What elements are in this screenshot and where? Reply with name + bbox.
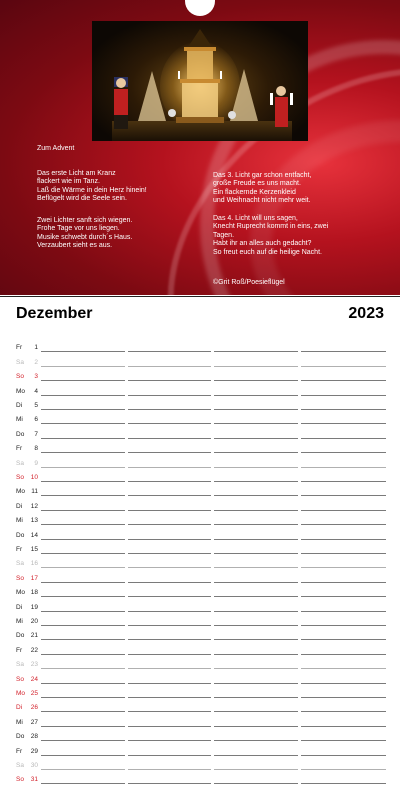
day-number: 15 — [30, 545, 38, 553]
day-number: 16 — [30, 560, 38, 568]
weekday-label: Sa — [16, 358, 24, 366]
day-number: 18 — [30, 589, 38, 597]
weekday-label: Mi — [16, 517, 23, 525]
weekday-label: Do — [16, 632, 25, 640]
day-number: 8 — [34, 445, 38, 453]
weekday-label: So — [16, 675, 24, 683]
day-number: 11 — [31, 488, 38, 496]
day-row — [0, 410, 400, 424]
weekday-label: Fr — [16, 747, 23, 755]
poem-verse-3: Das 3. Licht gar schon entfacht, große Freude es uns macht. Ein flackernde Kerzenkleid und Weihnacht nicht mehr weit. — [213, 172, 312, 205]
weekday-label: Mi — [16, 617, 23, 625]
day-row — [0, 626, 400, 640]
day-row — [0, 352, 400, 366]
entry-line-column-1 — [41, 783, 125, 784]
day-row — [0, 568, 400, 582]
day-number: 30 — [30, 761, 38, 769]
weekday-label: Fr — [16, 646, 23, 654]
weekday-label: Di — [16, 401, 23, 409]
day-number: 3 — [34, 373, 38, 381]
day-number: 21 — [30, 632, 38, 640]
day-number: 5 — [34, 401, 38, 409]
day-number: 17 — [30, 574, 38, 582]
weekday-label: Do — [16, 531, 25, 539]
weekday-label: Fr — [16, 344, 23, 352]
day-row — [0, 583, 400, 597]
weekday-label: Do — [16, 733, 25, 741]
poem-title: Zum Advent — [37, 145, 75, 152]
day-row — [0, 698, 400, 712]
poem-verse-4: Das 4. Licht will uns sagen, Knecht Ruprecht kommt in eins, zwei Tagen. Habt ihr an alles auch gedacht? So freut euch auf die heilige Nacht. — [213, 215, 329, 256]
day-row — [0, 367, 400, 381]
day-number: 27 — [30, 718, 38, 726]
month-title: Dezember — [16, 305, 93, 322]
day-row — [0, 597, 400, 611]
day-row — [0, 468, 400, 482]
day-number: 12 — [30, 502, 38, 510]
day-number: 31 — [30, 776, 38, 784]
day-row — [0, 439, 400, 453]
day-row — [0, 453, 400, 467]
day-number: 26 — [30, 704, 38, 712]
day-number: 24 — [30, 675, 38, 683]
weekday-label: Fr — [16, 545, 23, 553]
day-number: 10 — [30, 473, 38, 481]
entry-line-column-2 — [128, 783, 211, 784]
weekday-label: So — [16, 373, 24, 381]
day-row — [0, 525, 400, 539]
day-number: 23 — [30, 661, 38, 669]
day-row — [0, 655, 400, 669]
weekday-label: Mo — [16, 589, 26, 597]
day-number: 22 — [30, 646, 38, 654]
day-row — [0, 684, 400, 698]
day-number: 25 — [30, 689, 38, 697]
day-number: 14 — [30, 531, 38, 539]
day-number: 19 — [30, 603, 38, 611]
weekday-label: Sa — [16, 459, 24, 467]
day-row — [0, 712, 400, 726]
copyright-credit: ©Grit Roß/Poesieflügel — [213, 279, 285, 286]
day-row — [0, 496, 400, 510]
weekday-label: Sa — [16, 761, 24, 769]
day-number: 2 — [34, 358, 38, 366]
day-row — [0, 554, 400, 568]
photo-figures — [92, 21, 308, 141]
year-title: 2023 — [348, 305, 384, 322]
weekday-label: Fr — [16, 445, 23, 453]
weekday-label: Di — [16, 603, 23, 611]
day-number: 13 — [30, 517, 38, 525]
day-row — [0, 727, 400, 741]
weekday-label: Di — [16, 502, 23, 510]
day-row — [0, 756, 400, 770]
day-number: 6 — [34, 416, 38, 424]
day-row — [0, 612, 400, 626]
day-number: 7 — [34, 430, 38, 438]
day-row — [0, 338, 400, 352]
entry-line-column-4 — [301, 783, 386, 784]
day-row — [0, 511, 400, 525]
weekday-label: Mo — [16, 387, 26, 395]
weekday-label: So — [16, 776, 24, 784]
day-row — [0, 540, 400, 554]
day-number: 9 — [34, 459, 38, 467]
poem-verse-2: Zwei Lichter sanft sich wiegen. Frohe Tage vor uns liegen. Musike schwebt durch´s Haus. Verzaubert sieht es aus. — [37, 217, 133, 250]
day-number: 28 — [30, 733, 38, 741]
day-number: 1 — [34, 344, 38, 352]
weekday-label: Mi — [16, 718, 23, 726]
weekday-label: So — [16, 574, 24, 582]
day-row — [0, 640, 400, 654]
day-number: 20 — [30, 617, 38, 625]
day-number: 29 — [30, 747, 38, 755]
day-row — [0, 741, 400, 755]
christmas-pyramid-photo — [92, 21, 308, 141]
divider-line — [0, 296, 400, 297]
weekday-label: Do — [16, 430, 25, 438]
day-row — [0, 669, 400, 683]
day-row — [0, 381, 400, 395]
header-background — [0, 0, 400, 295]
weekday-label: So — [16, 473, 24, 481]
weekday-label: Mo — [16, 689, 26, 697]
weekday-label: Di — [16, 704, 23, 712]
day-row — [0, 424, 400, 438]
weekday-label: Sa — [16, 560, 24, 568]
poem-verse-1: Das erste Licht am Kranz flackert wie im Tanz. Laß die Wärme in dein Herz hinein! Beflügelt wird die Seele sein. — [37, 170, 147, 203]
day-row — [0, 396, 400, 410]
weekday-label: Sa — [16, 661, 24, 669]
entry-line-column-3 — [214, 783, 298, 784]
day-row — [0, 770, 400, 784]
weekday-label: Mi — [16, 416, 23, 424]
day-number: 4 — [34, 387, 38, 395]
day-row — [0, 482, 400, 496]
weekday-label: Mo — [16, 488, 26, 496]
